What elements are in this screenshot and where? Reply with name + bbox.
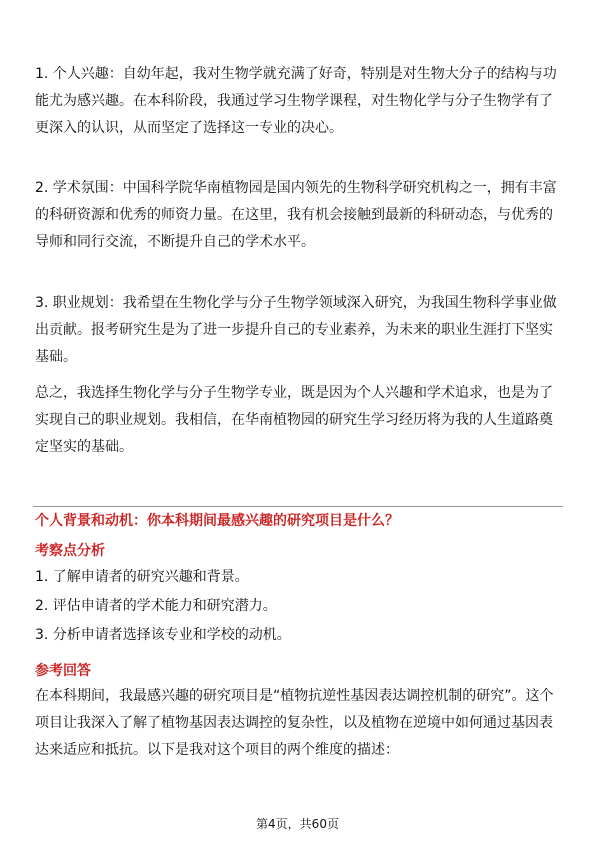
paragraph-personal-interest: 1. 个人兴趣：自幼年起，我对生物学就充满了好奇，特别是对生物大分子的结构与功能尤为感兴趣。在本科阶段，我通过学习生物学课程，对生物化学与分子生物学有了更深入的认识，从而坚定了选择这一专业的决心。	[35, 66, 557, 136]
paragraph-career-plan: 3. 职业规划：我希望在生物化学与分子生物学领域深入研究，为我国生物科学事业做出贡献。报考研究生是为了进一步提升自己的专业素养，为未来的职业生涯打下坚实基础。	[35, 295, 557, 365]
analysis-list	[35, 563, 563, 650]
paragraph-summary: 总之，我选择生物化学与分子生物学专业，既是因为个人兴趣和学术追求，也是为了实现自己的职业规划。我相信，在华南植物园的研究生学习经历将为我的人生道路奠定坚实的基础。	[35, 385, 553, 455]
page-number: 第4页，共60页	[256, 817, 339, 831]
paragraph-academic-atmosphere: 2. 学术氛围：中国科学院华南植物园是国内领先的生物科学研究机构之一，拥有丰富的科研资源和优秀的师资力量。在这里，我有机会接触到最新的科研动态，与优秀的导师和同行交流，不断提升自己的学术水平。	[35, 180, 557, 250]
analysis-heading: 考察点分析	[35, 543, 105, 559]
question-title: 个人背景和动机：你本科期间最感兴趣的研究项目是什么？	[35, 513, 399, 529]
list-item: 1. 了解申请者的研究兴趣和背景。	[35, 569, 249, 585]
answer-paragraph: 在本科期间，我最感兴趣的研究项目是“植物抗逆性基因表达调控机制的研究”。这个项目让我深入了解了植物基因表达调控的复杂性，以及植物在逆境中如何通过基因表达来适应和抵抗。以下是我对这个项目的两个维度的描述：	[35, 688, 554, 758]
answer-heading: 参考回答	[35, 663, 91, 679]
list-item: 2. 评估申请者的学术能力和研究潜力。	[35, 598, 277, 614]
section-divider	[33, 506, 563, 507]
list-item: 3. 分析申请者选择该专业和学校的动机。	[35, 627, 291, 643]
